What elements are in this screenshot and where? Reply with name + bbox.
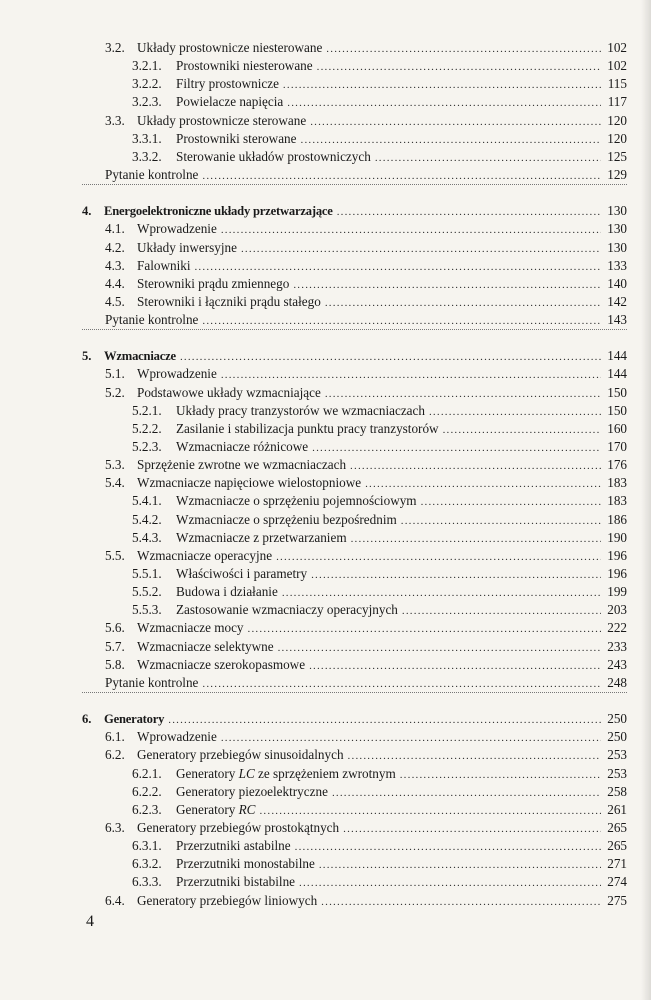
toc-entry-page: 186 [607, 512, 627, 527]
toc-entry-page: 176 [607, 457, 627, 472]
toc-entry [105, 220, 627, 237]
toc-leader-dots [311, 567, 601, 584]
toc-leader-dots [259, 803, 601, 820]
toc-entry-page: 183 [607, 493, 627, 508]
toc-entry-title: Wzmacniacze o sprzężeniu bezpośrednim [176, 512, 397, 527]
toc-leader-dots [221, 222, 601, 239]
toc-entry-title: Prostowniki sterowane [176, 131, 297, 146]
toc-entry-number: 6. [82, 712, 92, 726]
toc-leader-dots [365, 476, 601, 493]
toc-entry-number: 5.5.3. [132, 602, 162, 617]
toc-entry [105, 474, 627, 491]
toc-entry [105, 275, 627, 292]
toc-leader-dots [350, 458, 601, 475]
toc-leader-dots [248, 621, 601, 638]
toc-leader-dots [401, 513, 601, 530]
toc-entry-page: 261 [607, 802, 627, 817]
toc-entry-number: 3.3. [105, 113, 125, 128]
toc-entry-number: 6.2. [105, 747, 125, 762]
toc-entry-number: 5.2.2. [132, 421, 162, 436]
toc-entry-title: Wzmacniacze szerokopasmowe [137, 657, 306, 672]
toc-entry-title: Przerzutniki bistabilne [176, 874, 296, 889]
toc-entry-page: 144 [607, 366, 627, 381]
toc-entry [105, 166, 627, 183]
toc-entry-title: Generatory przebiegów liniowych [137, 893, 318, 908]
toc-leader-dots [325, 386, 601, 403]
toc-entry-title: Podstawowe układy wzmacniające [137, 385, 321, 400]
toc-leader-dots [317, 59, 601, 76]
toc-leader-dots [293, 277, 601, 294]
toc-entry [132, 93, 627, 110]
toc-entry-page: 120 [607, 113, 627, 128]
toc-entry-number: 4.4. [105, 276, 125, 291]
toc-entry-title: Energoelektroniczne układy przetwarzające [104, 204, 333, 218]
toc-entry-number: 5.5.2. [132, 584, 162, 599]
toc-entry-page: 102 [607, 40, 627, 55]
toc-entry-number: 6.3.1. [132, 838, 162, 853]
toc-entry-page: 140 [607, 276, 627, 291]
toc-entry [105, 656, 627, 673]
toc-leader-dots [282, 585, 601, 602]
toc-entry-page: 190 [607, 530, 627, 545]
toc-entry-number: 4.5. [105, 294, 125, 309]
toc-entry-title: Wprowadzenie [137, 221, 217, 236]
toc-entry-title: Wprowadzenie [137, 729, 217, 744]
toc-entry-title: Wzmacniacze napięciowe wielostopniowe [137, 475, 362, 490]
toc-entry-page: 265 [607, 838, 627, 853]
toc-entry-title: Zasilanie i stabilizacja punktu pracy tranzystorów [176, 421, 439, 436]
toc-entry-title: Generatory przebiegów sinusoidalnych [137, 747, 344, 762]
toc-entry-page: 275 [607, 893, 627, 908]
toc-leader-dots [299, 875, 601, 892]
toc-entry-number: 5.5.1. [132, 566, 162, 581]
toc-entry-number: 3.2.1. [132, 58, 162, 73]
toc-leader-dots [312, 440, 601, 457]
toc-entry-number: 3.2.3. [132, 94, 162, 109]
toc-entry-number: 6.2.3. [132, 802, 162, 817]
toc-leader-dots [276, 549, 601, 566]
toc-entry-title: Generatory RC [176, 802, 256, 817]
toc-leader-dots [326, 41, 601, 58]
toc-entry-title: Właściwości i parametry [176, 566, 308, 581]
toc-leader-dots [343, 821, 601, 838]
toc-entry-number: 3.2.2. [132, 76, 162, 91]
toc-leader-dots [429, 404, 601, 421]
toc-entry [132, 837, 627, 854]
toc-entry [132, 402, 627, 419]
toc-entry-page: 250 [607, 729, 627, 744]
toc-leader-dots [321, 894, 601, 911]
toc-entry [105, 311, 627, 328]
toc-entry [132, 601, 627, 618]
toc-leader-dots [402, 603, 601, 620]
toc-chapter-entry [82, 710, 627, 727]
toc-leader-dots [202, 168, 601, 185]
toc-entry-page: 142 [607, 294, 627, 309]
toc-entry-title: Przerzutniki astabilne [176, 838, 291, 853]
toc-entry [105, 547, 627, 564]
toc-entry-title: Powielacze napięcia [176, 94, 284, 109]
toc-entry-page: 144 [607, 348, 627, 363]
toc-leader-dots [325, 295, 601, 312]
toc-entry-number: 3.2. [105, 40, 125, 55]
toc-entry [105, 456, 627, 473]
toc-leader-dots [287, 95, 601, 112]
toc-entry [105, 638, 627, 655]
toc-entry-number: 5.2.3. [132, 439, 162, 454]
toc-entry-number: 6.2.2. [132, 784, 162, 799]
toc-entry [132, 420, 627, 437]
toc-entry-page: 203 [607, 602, 627, 617]
toc-entry-title: Sterowniki i łączniki prądu stałego [137, 294, 321, 309]
toc-entry-page: 196 [607, 548, 627, 563]
toc-entry-page: 265 [607, 820, 627, 835]
toc-entry [105, 39, 627, 56]
toc-entry-title: Sterowniki prądu zmiennego [137, 276, 290, 291]
toc-entry-number: 3.3.1. [132, 131, 162, 146]
toc-entry-page: 129 [607, 167, 627, 182]
toc-entry-page: 183 [607, 475, 627, 490]
toc-entry [132, 529, 627, 546]
toc-entry-page: 243 [607, 657, 627, 672]
toc-entry-title: Przerzutniki monostabilne [176, 856, 315, 871]
section-divider [82, 184, 627, 185]
toc-entry-page: 274 [607, 874, 627, 889]
section-divider [82, 329, 627, 330]
toc-entry-page: 160 [607, 421, 627, 436]
toc-entry-page: 250 [607, 711, 627, 726]
toc-leader-dots [278, 640, 601, 657]
toc-leader-dots [337, 204, 601, 221]
toc-leader-dots [375, 150, 601, 167]
toc-entry-title: Sterowanie układów prostowniczych [176, 149, 371, 164]
toc-entry-page: 196 [607, 566, 627, 581]
toc-entry-number: 3.3.2. [132, 149, 162, 164]
toc-entry-page: 115 [607, 76, 627, 91]
toc-entry [105, 239, 627, 256]
toc-leader-dots [400, 767, 601, 784]
toc-entry-page: 253 [607, 766, 627, 781]
toc-entry-page: 253 [607, 747, 627, 762]
toc-entry [105, 384, 627, 401]
toc-entry-page: 222 [607, 620, 627, 635]
toc-entry [105, 819, 627, 836]
toc-entry [132, 492, 627, 509]
toc-entry-number: 5.1. [105, 366, 125, 381]
toc-entry-page: 143 [607, 312, 627, 327]
scan-edge-shadow [641, 0, 651, 1000]
toc-entry [105, 619, 627, 636]
toc-entry-title: Układy inwersyjne [137, 240, 237, 255]
toc-entry-title: Budowa i działanie [176, 584, 278, 599]
toc-entry-page: 102 [607, 58, 627, 73]
toc-entry-number: 5.6. [105, 620, 125, 635]
toc-entry-page: 248 [607, 675, 627, 690]
toc-entry-number: 5. [82, 349, 92, 363]
section-divider [82, 692, 627, 693]
toc-leader-dots [241, 241, 601, 258]
toc-entry-page: 130 [607, 221, 627, 236]
toc-entry-page: 120 [607, 131, 627, 146]
toc-entry-title: Generatory piezoelektryczne [176, 784, 328, 799]
toc-entry-page: 170 [607, 439, 627, 454]
toc-entry-title: Wzmacniacze o sprzężeniu pojemnościowym [176, 493, 417, 508]
toc-entry-page: 150 [607, 385, 627, 400]
toc-entry [132, 783, 627, 800]
toc-leader-dots [421, 494, 601, 511]
toc-entry-title: Wzmacniacze [104, 349, 176, 363]
toc-entry [105, 293, 627, 310]
toc-entry-number: 5.8. [105, 657, 125, 672]
toc-entry-number: 5.3. [105, 457, 125, 472]
toc-leader-dots [283, 77, 601, 94]
toc-entry [132, 511, 627, 528]
toc-entry [132, 873, 627, 890]
toc-entry-title: Układy prostownicze sterowane [137, 113, 307, 128]
toc-entry-number: 5.2.1. [132, 403, 162, 418]
toc-entry-title: Wzmacniacze mocy [137, 620, 244, 635]
toc-entry-number: 6.2.1. [132, 766, 162, 781]
toc-entry [105, 892, 627, 909]
toc-leader-dots [332, 785, 601, 802]
toc-entry-title: Wzmacniacze operacyjne [137, 548, 273, 563]
toc-entry-title: Wzmacniacze selektywne [137, 639, 274, 654]
toc-entry [105, 746, 627, 763]
toc-entry-page: 125 [607, 149, 627, 164]
toc-leader-dots [202, 313, 601, 330]
toc-entry-title: Wzmacniacze z przetwarzaniem [176, 530, 347, 545]
toc-entry-page: 130 [607, 203, 627, 218]
toc-entry [105, 728, 627, 745]
toc-leader-dots [310, 114, 601, 131]
toc-entry [132, 855, 627, 872]
toc-leader-dots [319, 857, 601, 874]
toc-leader-dots [168, 712, 601, 729]
toc-entry-title: Wzmacniacze różnicowe [176, 439, 309, 454]
toc-entry-number: 4.2. [105, 240, 125, 255]
toc-entry-title: Układy prostownicze niesterowane [137, 40, 323, 55]
toc-leader-dots [301, 132, 601, 149]
toc-entry [105, 257, 627, 274]
toc-entry-title: Układy pracy tranzystorów we wzmacniaczach [176, 403, 425, 418]
toc-entry [132, 57, 627, 74]
toc-entry-title: Pytanie kontrolne [105, 312, 199, 327]
toc-entry-number: 5.2. [105, 385, 125, 400]
toc-entry-number: 5.7. [105, 639, 125, 654]
toc-chapter-entry [82, 202, 627, 219]
toc-leader-dots [309, 658, 601, 675]
toc-entry-title: Prostowniki niesterowane [176, 58, 313, 73]
toc-entry-number: 6.3.2. [132, 856, 162, 871]
toc-entry-number: 5.4.3. [132, 530, 162, 545]
toc-entry-title: Filtry prostownicze [176, 76, 279, 91]
toc-entry-title: Generatory LC ze sprzężeniem zwrotnym [176, 766, 396, 781]
toc-entry [132, 75, 627, 92]
toc-entry-page: 150 [607, 403, 627, 418]
toc-leader-dots [194, 259, 601, 276]
toc-entry-page: 271 [607, 856, 627, 871]
toc-leader-dots [202, 676, 601, 693]
toc-entry-number: 6.3. [105, 820, 125, 835]
toc-leader-dots [180, 349, 601, 366]
toc-entry [132, 583, 627, 600]
toc-entry [105, 674, 627, 691]
toc-entry [132, 565, 627, 582]
toc-entry-title: Pytanie kontrolne [105, 675, 199, 690]
page-number: 4 [86, 913, 94, 930]
toc-leader-dots [443, 422, 601, 439]
toc-leader-dots [221, 730, 601, 747]
toc-leader-dots [295, 839, 601, 856]
toc-chapter-entry [82, 347, 627, 364]
toc-entry-page: 133 [607, 258, 627, 273]
toc-entry-title: Falowniki [137, 258, 191, 273]
toc-entry-number: 5.4. [105, 475, 125, 490]
toc-entry [132, 801, 627, 818]
toc-entry-page: 233 [607, 639, 627, 654]
toc-entry-number: 4.1. [105, 221, 125, 236]
toc-entry-title: Generatory [104, 712, 165, 726]
toc-entry-page: 130 [607, 240, 627, 255]
toc-entry-number: 5.4.2. [132, 512, 162, 527]
toc-entry-number: 4. [82, 204, 92, 218]
toc-leader-dots [351, 531, 601, 548]
toc-entry [132, 148, 627, 165]
toc-entry-title: Generatory przebiegów prostokątnych [137, 820, 340, 835]
toc-entry-title: Sprzężenie zwrotne we wzmacniaczach [137, 457, 347, 472]
toc-leader-dots [348, 748, 601, 765]
toc-entry-title: Zastosowanie wzmacniaczy operacyjnych [176, 602, 398, 617]
toc-entry [105, 112, 627, 129]
toc-entry-number: 4.3. [105, 258, 125, 273]
toc-entry [132, 765, 627, 782]
toc-entry-page: 117 [607, 94, 627, 109]
toc-entry [132, 438, 627, 455]
toc-entry-title: Wprowadzenie [137, 366, 217, 381]
toc-leader-dots [221, 367, 601, 384]
toc-entry-page: 199 [607, 584, 627, 599]
toc-entry [132, 130, 627, 147]
toc-entry-number: 6.4. [105, 893, 125, 908]
toc-entry-number: 5.4.1. [132, 493, 162, 508]
toc-entry-title: Pytanie kontrolne [105, 167, 199, 182]
toc-entry [105, 365, 627, 382]
toc-entry-number: 5.5. [105, 548, 125, 563]
toc-entry-number: 6.3.3. [132, 874, 162, 889]
toc-entry-page: 258 [607, 784, 627, 799]
toc-entry-number: 6.1. [105, 729, 125, 744]
